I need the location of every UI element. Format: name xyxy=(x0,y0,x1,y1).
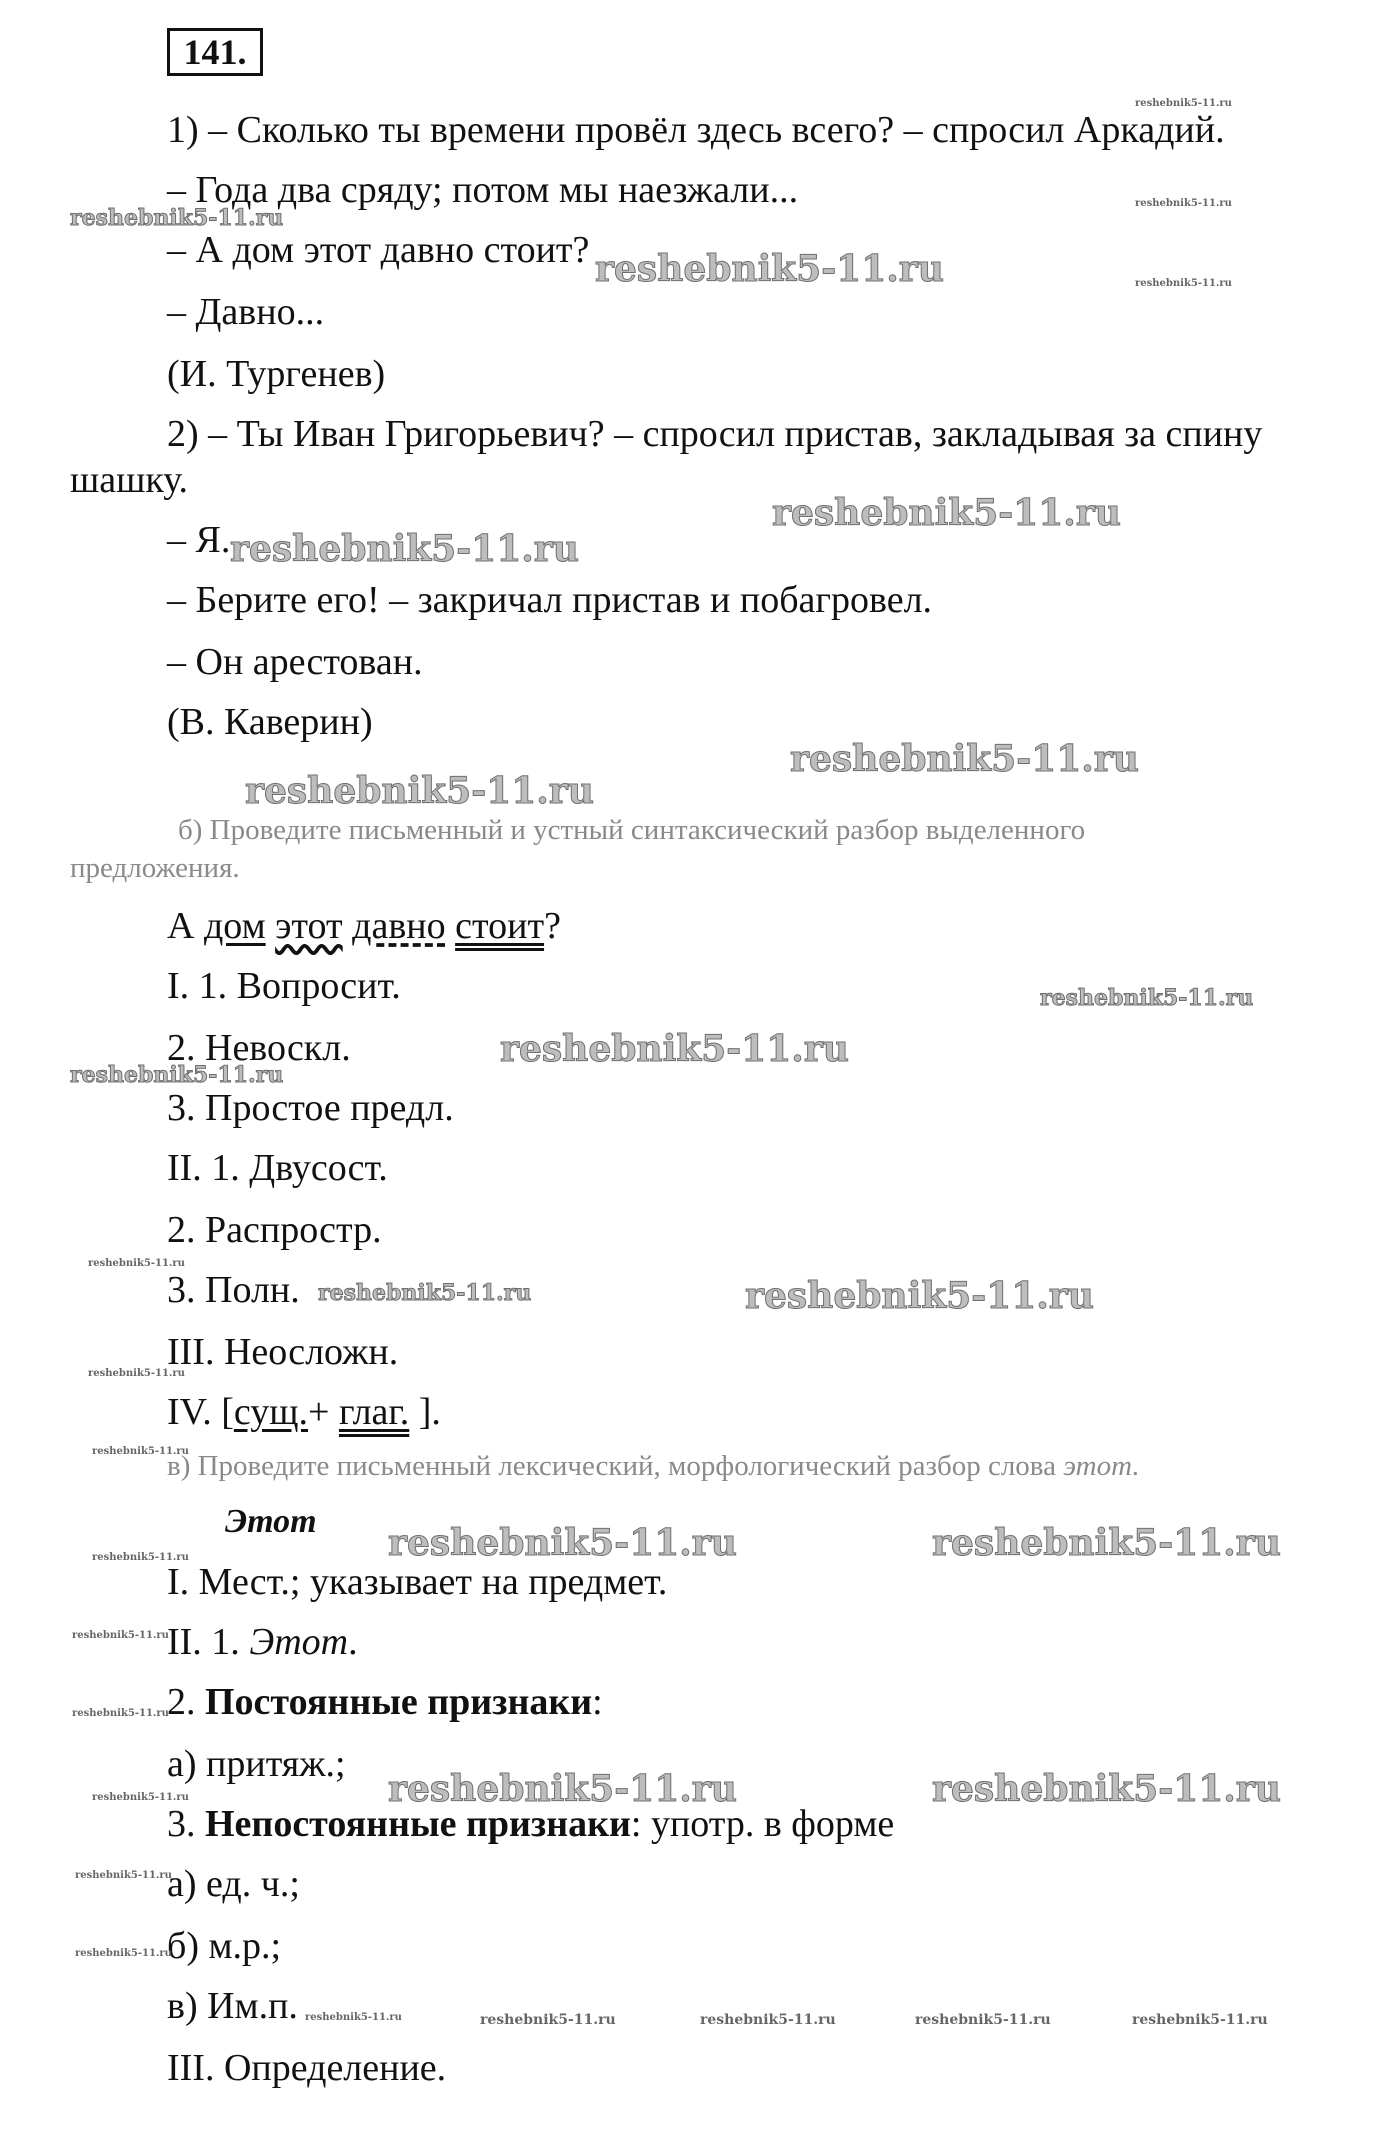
watermark: reshebnik5-11.ru xyxy=(88,1368,185,1379)
analyzed-sentence xyxy=(167,904,561,948)
analysis-item: I. 1. Вопросит. xyxy=(167,965,401,1007)
watermark: reshebnik5-11.ru xyxy=(915,2012,1051,2028)
morph-line: I. Мест.; указывает на предмет. xyxy=(167,1561,668,1603)
dialog1-line4: – Давно... xyxy=(167,291,325,333)
watermark: reshebnik5-11.ru xyxy=(932,1522,1281,1564)
task-b-line1: б) Проведите письменный и устный синтаксический разбор выделенного xyxy=(178,814,1086,846)
watermark: reshebnik5-11.ru xyxy=(72,1708,169,1719)
morph-part: : употр. в форме xyxy=(630,1803,895,1845)
task-v-word: этот. xyxy=(1063,1450,1140,1482)
watermark: reshebnik5-11.ru xyxy=(932,1768,1281,1810)
dialog1-line1: 1) – Сколько ты времени провёл здесь всего? – спросил Аркадий. xyxy=(167,109,1225,151)
watermark: reshebnik5-11.ru xyxy=(1135,278,1232,289)
analysis-item: 2. Невоскл. xyxy=(167,1027,351,1069)
morph-part: II. 1. xyxy=(167,1621,250,1663)
sentence-subject: дом xyxy=(203,905,266,947)
watermark: reshebnik5-11.ru xyxy=(305,2012,402,2023)
dialog1-line2: – Года два сряду; потом мы наезжали... xyxy=(167,169,799,211)
dialog2-author: (В. Каверин) xyxy=(167,701,373,743)
task-b-line2: предложения. xyxy=(70,852,240,884)
watermark: reshebnik5-11.ru xyxy=(1132,2012,1268,2028)
watermark: reshebnik5-11.ru xyxy=(75,1870,172,1881)
dialog2-line2: – Я. xyxy=(167,519,231,561)
morph-line: а) притяж.; xyxy=(167,1743,346,1785)
watermark: reshebnik5-11.ru xyxy=(75,1948,172,1959)
morph-line: в) Им.п. xyxy=(167,1985,298,2027)
watermark: reshebnik5-11.ru xyxy=(500,1028,849,1070)
watermark: reshebnik5-11.ru xyxy=(92,1446,189,1457)
word-title: Этот xyxy=(225,1503,317,1540)
scheme-predicate: глаг. xyxy=(338,1391,410,1433)
dialog1-author: (И. Тургенев) xyxy=(167,353,386,395)
watermark: reshebnik5-11.ru xyxy=(70,205,284,231)
task-v xyxy=(167,1448,1140,1484)
morph-part: : xyxy=(592,1681,603,1723)
watermark: reshebnik5-11.ru xyxy=(480,2012,616,2028)
morph-line: а) ед. ч.; xyxy=(167,1863,300,1905)
sentence-adverbial: давно xyxy=(352,905,446,947)
watermark: reshebnik5-11.ru xyxy=(1040,985,1254,1011)
watermark: reshebnik5-11.ru xyxy=(1135,198,1232,209)
watermark: reshebnik5-11.ru xyxy=(88,1258,185,1269)
watermark: reshebnik5-11.ru xyxy=(388,1768,737,1810)
analysis-item: 3. Полн. xyxy=(167,1269,300,1311)
scheme-end: ]. xyxy=(409,1391,441,1433)
dialog2-line3: – Берите его! – закричал пристав и побагровел. xyxy=(167,579,933,621)
morph-part: 3. xyxy=(167,1803,205,1845)
task-number-box: 141. xyxy=(167,28,263,76)
watermark: reshebnik5-11.ru xyxy=(92,1552,189,1563)
morph-line: б) м.р.; xyxy=(167,1925,282,1967)
morph-line xyxy=(167,1620,358,1664)
sentence-attribute: этот xyxy=(275,905,343,947)
dialog1-line3: – А дом этот давно стоит? xyxy=(167,229,590,271)
scheme-plus: + xyxy=(308,1391,339,1433)
dialog2-line1: 2) – Ты Иван Григорьевич? – спросил пристав, закладывая за спину xyxy=(167,413,1263,455)
watermark: reshebnik5-11.ru xyxy=(745,1275,1094,1317)
watermark: reshebnik5-11.ru xyxy=(388,1522,737,1564)
morph-heading: Непостоянные признаки xyxy=(205,1803,631,1845)
watermark: reshebnik5-11.ru xyxy=(318,1280,532,1306)
sentence-end: ? xyxy=(544,905,561,947)
watermark: reshebnik5-11.ru xyxy=(595,248,944,290)
morph-heading: Постоянные признаки xyxy=(205,1681,593,1723)
sentence-scheme xyxy=(167,1390,441,1434)
watermark: reshebnik5-11.ru xyxy=(245,770,594,812)
sentence-predicate: стоит xyxy=(455,905,545,947)
watermark: reshebnik5-11.ru xyxy=(700,2012,836,2028)
scheme-subject: сущ. xyxy=(233,1391,308,1433)
morph-initial-form: Этот xyxy=(249,1621,349,1663)
dialog2-line1-cont: шашку. xyxy=(70,459,189,501)
analysis-item: II. 1. Двусост. xyxy=(167,1147,388,1189)
watermark: reshebnik5-11.ru xyxy=(92,1792,189,1803)
morph-line xyxy=(167,1680,603,1724)
sentence-word-a: А xyxy=(167,905,204,947)
morph-part: 2. xyxy=(167,1681,205,1723)
watermark: reshebnik5-11.ru xyxy=(72,1630,169,1641)
watermark: reshebnik5-11.ru xyxy=(70,1062,284,1088)
analysis-item: 2. Распростр. xyxy=(167,1209,382,1251)
watermark: reshebnik5-11.ru xyxy=(230,528,579,570)
morph-line: III. Определение. xyxy=(167,2047,447,2089)
task-v-text: в) Проведите письменный лексический, морфологический разбор слова xyxy=(167,1450,1064,1482)
scheme-start: IV. [ xyxy=(167,1391,234,1433)
analysis-item: III. Неосложн. xyxy=(167,1331,399,1373)
analysis-item: 3. Простое предл. xyxy=(167,1087,454,1129)
dialog2-line4: – Он арестован. xyxy=(167,641,423,683)
watermark: reshebnik5-11.ru xyxy=(772,492,1121,534)
watermark: reshebnik5-11.ru xyxy=(790,738,1139,780)
morph-part: . xyxy=(348,1621,358,1663)
watermark: reshebnik5-11.ru xyxy=(1135,98,1232,109)
